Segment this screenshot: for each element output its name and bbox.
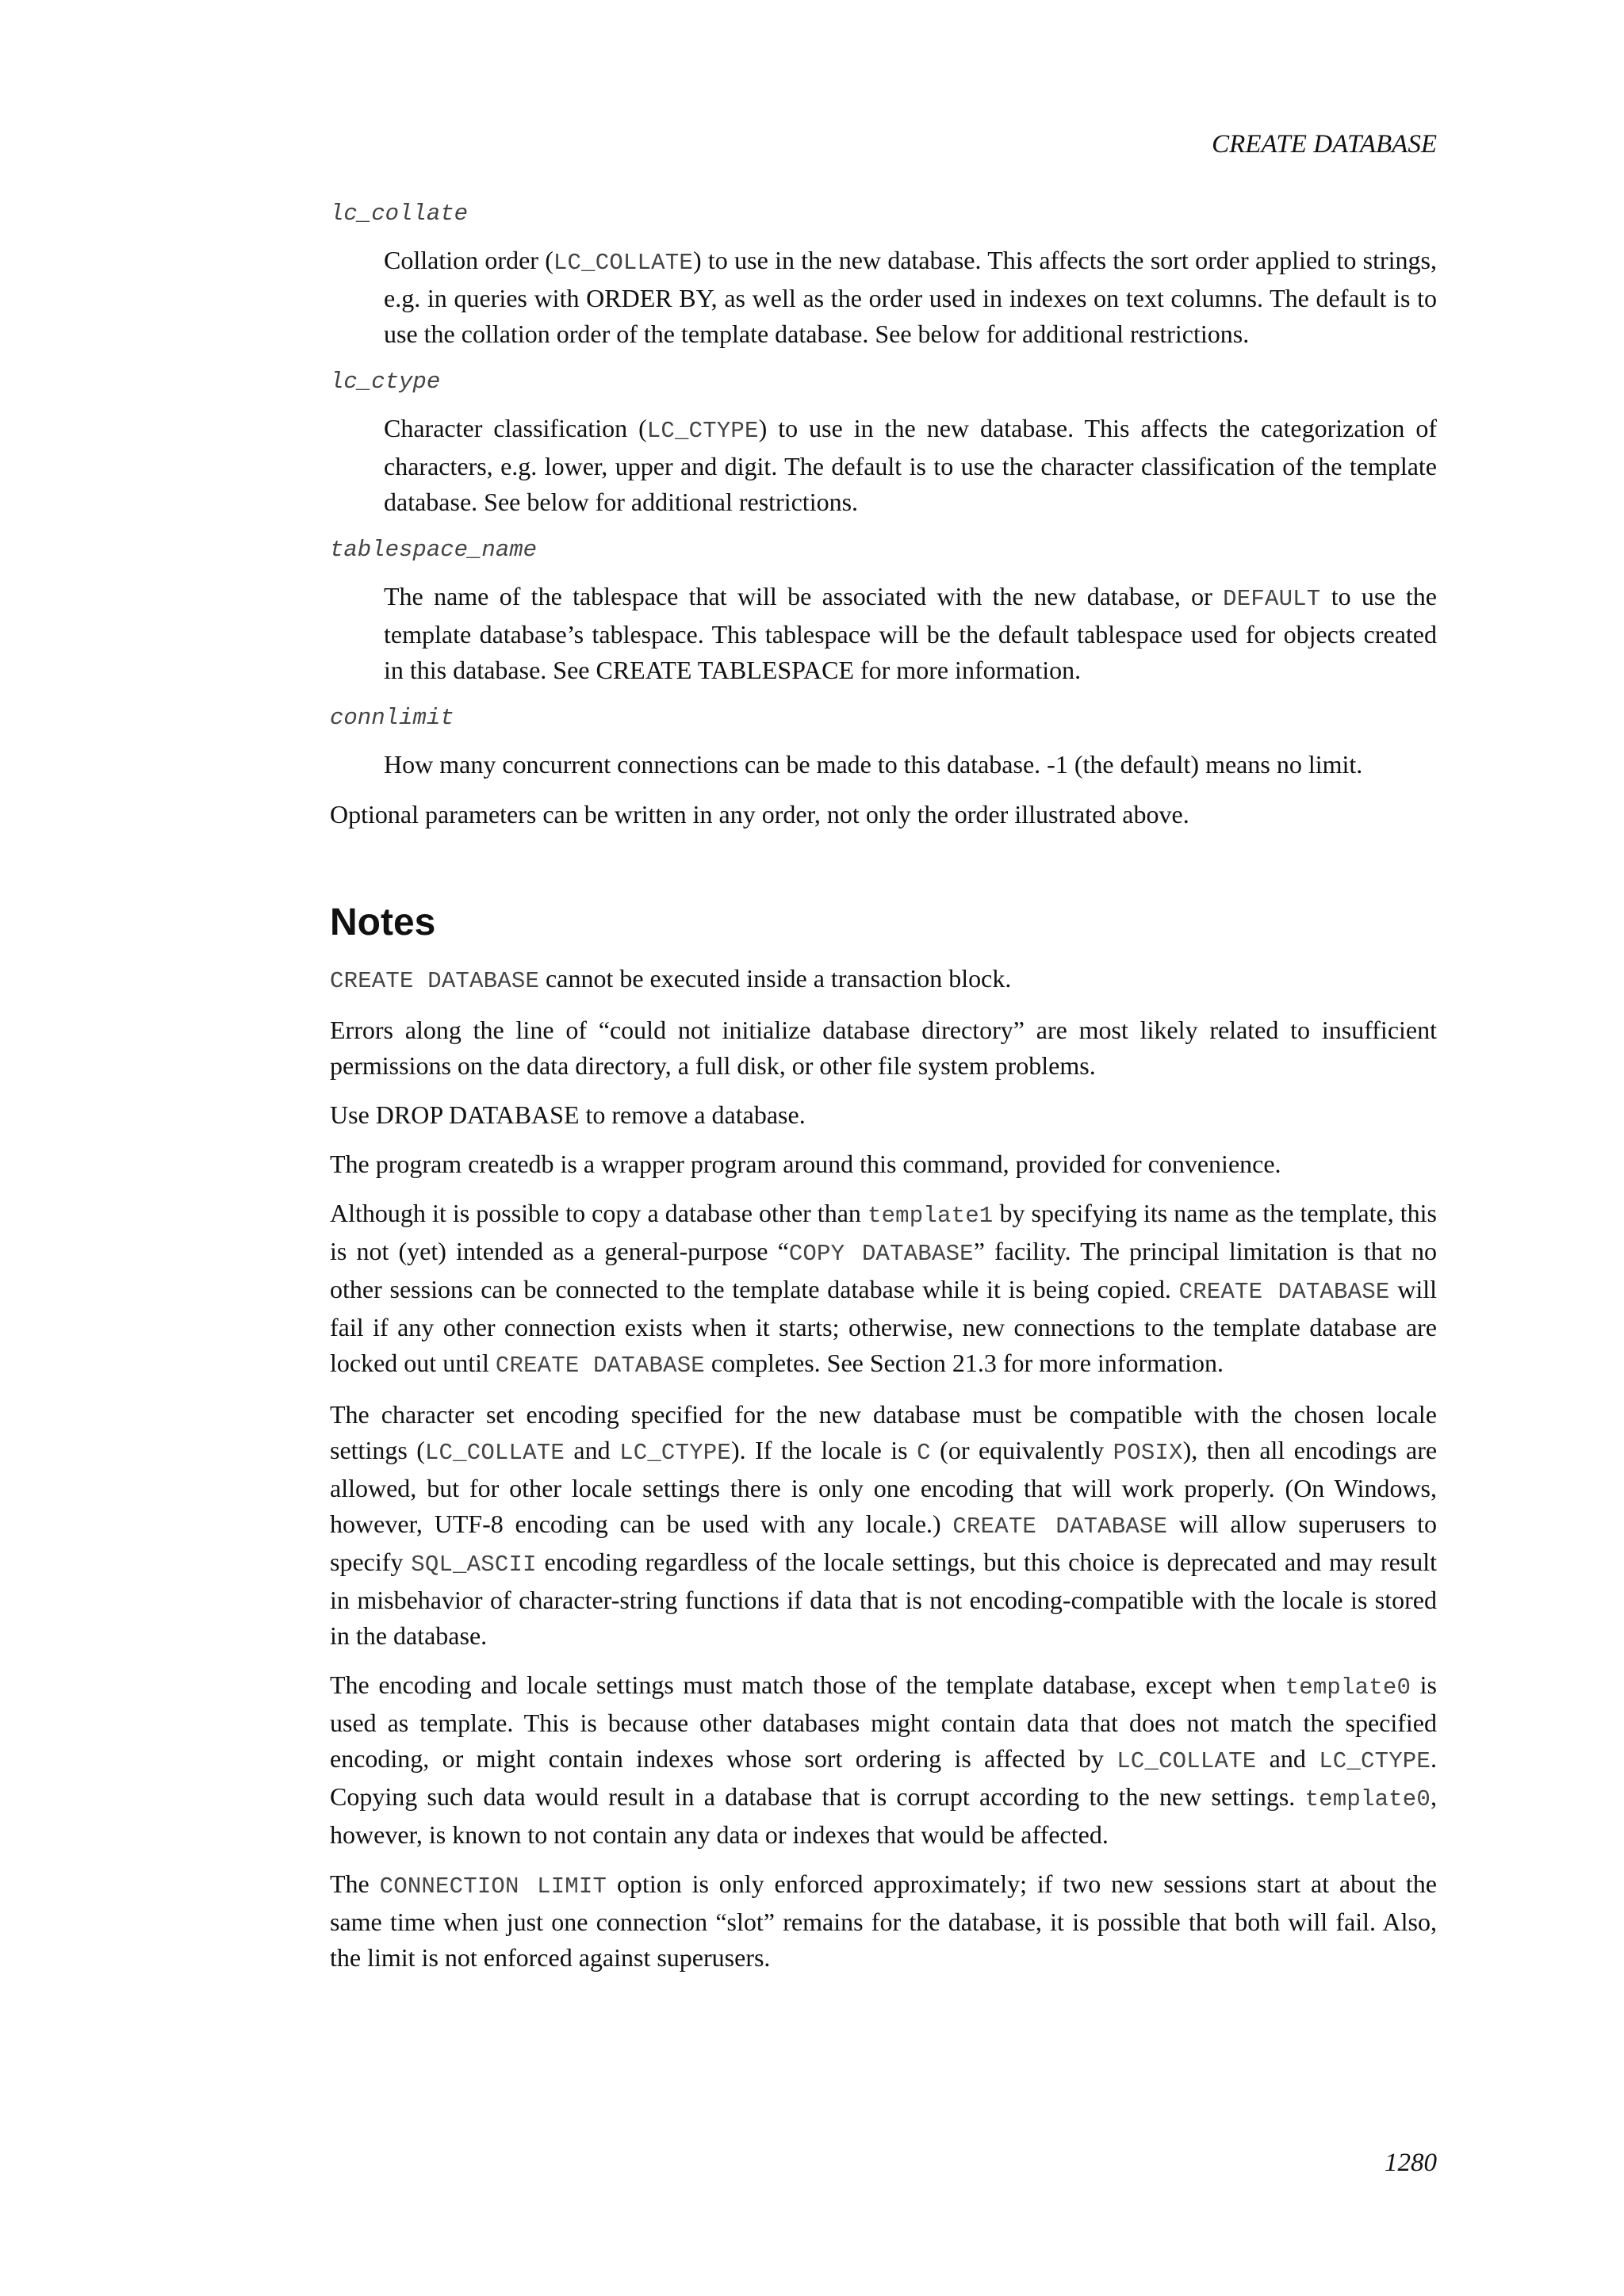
- text: , however, is known to not contain any data or indexes that would be affected.: [330, 1782, 1437, 1849]
- text: ). If the locale is: [730, 1436, 917, 1464]
- code-literal: LC_CTYPE: [619, 1440, 731, 1466]
- term-label: connlimit: [330, 705, 454, 731]
- text: will allow superusers to specify: [330, 1510, 1438, 1576]
- text: How many concurrent connections can be made to this database. -1 (the default) means no limit.: [384, 750, 1363, 779]
- notes-paragraph-5: [330, 1196, 1437, 1383]
- code-literal: LC_CTYPE: [646, 418, 759, 444]
- code-literal: POSIX: [1113, 1440, 1183, 1466]
- term-label: tablespace_name: [330, 537, 538, 563]
- optional-parameters-note: Optional parameters can be written in any order, not only the order illustrated above.: [330, 800, 1189, 828]
- parameter-term-lc-collate: [330, 198, 1437, 230]
- term-label: lc_collate: [330, 201, 469, 227]
- text: will fail if any other connection exists when it starts; otherwise, new connections to the template database are locked out until: [330, 1275, 1438, 1377]
- code-literal: template0: [1304, 1786, 1431, 1812]
- page-number: 1280: [1385, 2149, 1437, 2177]
- code-literal: LC_COLLATE: [1116, 1748, 1257, 1774]
- code-literal: CREATE DATABASE: [1178, 1279, 1390, 1305]
- text: cannot be executed inside a transaction block.: [539, 964, 1012, 993]
- code-literal: DEFAULT: [1223, 586, 1321, 612]
- notes-paragraph-7: [330, 1667, 1437, 1853]
- code-literal: SQL_ASCII: [411, 1552, 537, 1578]
- text: by specifying its name as the template, this is not (yet) intended as a general-purpose “: [330, 1199, 1438, 1265]
- notes-paragraph-8: [330, 1866, 1437, 1976]
- parameter-desc-lc-ctype: [384, 411, 1437, 520]
- text: Character classification (: [384, 414, 647, 442]
- text: option is only enforced approximately; if two new sessions start at about the same time when just one connection “slot” remains for the database, it is possible that both will fail. Also, the limit is not enforced against superusers.: [330, 1869, 1437, 1972]
- text: completes. See Section 21.3 for more information.: [704, 1349, 1224, 1377]
- text: and: [1256, 1744, 1320, 1773]
- code-literal: LC_CTYPE: [1319, 1748, 1431, 1774]
- parameter-term-tablespace-name: [330, 534, 1437, 566]
- notes-paragraph-1: [330, 961, 1437, 999]
- code-literal: LC_COLLATE: [553, 250, 693, 276]
- text: (or equivalently: [930, 1436, 1113, 1464]
- text: ), then all encodings are allowed, but for other locale settings there is only one encoding that will work properly. (On Windows, however, UTF-8 encoding can be used with any locale.): [330, 1436, 1438, 1538]
- code-literal: C: [917, 1440, 931, 1466]
- code-literal: CREATE DATABASE: [495, 1353, 705, 1379]
- notes-paragraph-4: The program createdb is a wrapper program around this command, provided for convenience.: [330, 1150, 1281, 1178]
- text: . Copying such data would result in a database that is corrupt according to the new settings.: [330, 1744, 1438, 1811]
- code-literal: template1: [867, 1203, 994, 1229]
- text: The name of the tablespace that will be associated with the new database, or: [384, 582, 1224, 610]
- parameter-term-connlimit: [330, 702, 1437, 734]
- text: The encoding and locale settings must match those of the template database, except when: [330, 1670, 1285, 1699]
- notes-paragraph-2: Errors along the line of “could not initialize database directory” are most likely related to insufficient permissions on the data directory, a full disk, or other file system problems.: [330, 1016, 1437, 1080]
- page-content: [330, 198, 1437, 1989]
- code-literal: CREATE DATABASE: [330, 968, 540, 994]
- code-literal: COPY DATABASE: [788, 1241, 974, 1267]
- code-literal: CREATE DATABASE: [952, 1513, 1168, 1540]
- code-literal: CONNECTION LIMIT: [379, 1873, 607, 1900]
- parameter-desc-tablespace-name: [384, 579, 1437, 688]
- text: encoding regardless of the locale settings, but this choice is deprecated and may result in misbehavior of character-string functions if data that is not encoding-compatible with the locale is stored in the database.: [330, 1548, 1438, 1650]
- text: and: [564, 1436, 620, 1464]
- notes-paragraph-3: Use DROP DATABASE to remove a database.: [330, 1100, 806, 1129]
- text: ) to use in the new database. This affects the categorization of characters, e.g. lower, upper and digit. The default is to use the character classification of the template database. See below for additional restrictions.: [384, 414, 1438, 516]
- text: Collation order (: [384, 246, 553, 274]
- text: The character set encoding specified for the new database must be compatible with the chosen locale settings (: [330, 1400, 1437, 1464]
- text: ) to use in the new database. This affects the sort order applied to strings, e.g. in queries with ORDER BY, as well as the order used in indexes on text columns. The default is to use the collation order of the template database. See below for additional restrictions.: [384, 246, 1437, 348]
- running-header: CREATE DATABASE: [1212, 130, 1437, 159]
- parameter-term-lc-ctype: [330, 366, 1437, 398]
- text: The: [330, 1869, 380, 1898]
- parameter-desc-lc-collate: [384, 243, 1437, 352]
- parameter-desc-connlimit: [384, 747, 1437, 783]
- text: ” facility. The principal limitation is that no other sessions can be connected to the template database while it is being copied.: [330, 1237, 1438, 1303]
- code-literal: LC_COLLATE: [424, 1440, 565, 1466]
- parameter-list: [330, 198, 1437, 783]
- text: Although it is possible to copy a database other than: [330, 1199, 868, 1227]
- text: to use the template database’s tablespace. This tablespace will be the default tablespace used for objects created in this database. See CREATE TABLESPACE for more information.: [384, 582, 1438, 684]
- term-label: lc_ctype: [330, 369, 441, 395]
- notes-paragraph-6: [330, 1397, 1437, 1654]
- text: is used as template. This is because other databases might contain data that does not match the specified encoding, or might contain indexes whose sort ordering is affected by: [330, 1670, 1438, 1773]
- section-heading-notes: Notes: [330, 901, 436, 943]
- code-literal: template0: [1285, 1674, 1411, 1701]
